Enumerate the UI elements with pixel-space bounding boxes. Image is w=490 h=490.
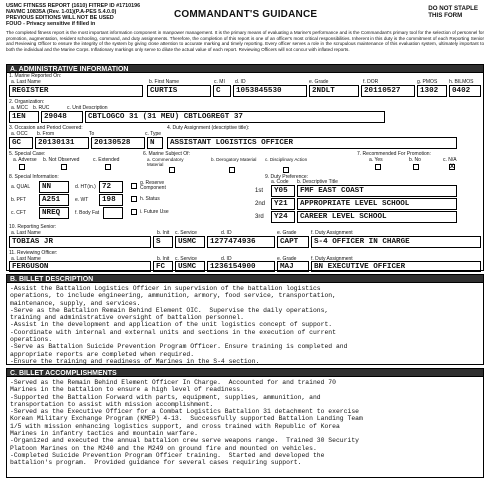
marine-bilmos[interactable]: 0402 (449, 85, 481, 97)
field-label: b. PFT (11, 197, 27, 203)
pref-rank: 2nd (255, 201, 266, 207)
staple-notice (428, 5, 478, 19)
field-label: e. Grade (309, 79, 329, 85)
not-observed-checkbox[interactable] (61, 164, 67, 170)
future-use-checkbox[interactable] (131, 209, 137, 215)
pref-title-2[interactable]: APPROPRIATE LEVEL SCHOOL (297, 198, 457, 210)
field-label: b. First Name (149, 79, 180, 85)
marine-first-name[interactable]: CURTIS (147, 85, 211, 97)
commandants-guidance-text: The completed fitness report is the most important information component in manpower management. It is the primary means of evaluating a Marine's performance and is the Commandant's primary tool for the selection of personnel for promotion, augmentation, resident schooling, command, and duty assignments. Therefore, the completion of this report is one of an officer's most critical responsibilities. Inherent in this duty is the commitment of each Reporting Senior and Reviewing Officer to ensure the integrity of the system by giving close attention to accurate marking and timely reporting. Every officer serves a role in the scrupulous maintenance of this evaluation system, ultimately important to both the individual and the Marine Corps. Inflationary markings only serve to dilute the actual value of each report. Reviewing Officers will not concur with inflated reports. (6, 30, 484, 52)
rs-service[interactable]: USMC (175, 236, 205, 248)
ro-last-name[interactable]: FERGUSON (9, 261, 151, 272)
field-label: i. Future Use (140, 209, 169, 215)
pref-code-3[interactable]: Y24 (271, 211, 295, 223)
field-label: a. Last Name (11, 256, 41, 262)
org-ruc[interactable]: 29048 (41, 111, 83, 123)
field-label: a. MCC (11, 105, 28, 111)
section-b-box (6, 283, 484, 365)
field-label: b. From (37, 131, 55, 137)
derogatory-checkbox[interactable] (229, 167, 235, 173)
marine-id[interactable]: 1053845530 (233, 85, 307, 97)
marine-grade[interactable]: 2NDLT (309, 85, 359, 97)
staple-notice-line: THIS FORM (428, 12, 463, 19)
promote-no-checkbox[interactable] (413, 164, 419, 170)
qual-value[interactable]: NN (39, 181, 69, 193)
field-label: a. Last Name (11, 230, 41, 236)
ro-duty[interactable]: BN EXECUTIVE OFFICER (311, 261, 481, 272)
field-label: 4. Duty Assignment (descriptive title): (167, 125, 250, 131)
org-unit-description[interactable]: CBTLOGCO 31 (31 MEU) CBTLOGREGT 37 (85, 111, 385, 123)
checkbox-label: b. No (409, 157, 421, 163)
reserve-checkbox[interactable] (131, 183, 137, 189)
promote-na-checkbox[interactable]: X (450, 164, 455, 170)
field-label: b. Init (157, 256, 170, 262)
org-mcc[interactable]: 1EN (9, 111, 39, 123)
field-label: 8. Special Information: (9, 174, 59, 180)
field-label: g. PMOS (417, 79, 438, 85)
pref-rank: 1st (255, 188, 264, 194)
promote-yes-checkbox[interactable] (375, 164, 381, 170)
rs-initial[interactable]: S (153, 236, 173, 248)
field-label: d. ID (235, 79, 246, 85)
checkbox-label: c. Disciplinary Action (265, 157, 308, 162)
field-label: To (89, 131, 95, 137)
body-fat-value[interactable] (103, 207, 123, 219)
pref-code-2[interactable]: Y21 (271, 198, 295, 210)
field-label: f. Body Fat (75, 210, 100, 216)
disciplinary-checkbox[interactable] (283, 167, 289, 173)
field-label: c. Unit Description (67, 105, 108, 111)
rs-duty[interactable]: S-4 OFFICER IN CHARGE (311, 236, 481, 248)
form-id-line: NAVMC 10835A (Rev. 1-01)(P.A-PES 5.4.0.0) (6, 9, 117, 15)
section-a-header: A. ADMINISTRATIVE INFORMATION (6, 64, 484, 73)
ro-id[interactable]: 1236154900 (207, 261, 275, 272)
ro-initial[interactable]: FC (153, 261, 173, 272)
field-label: g. Reserve Component (140, 180, 166, 191)
form-id-line: FOUO - Privacy sensitive if filled in (6, 21, 96, 27)
field-label: b. RUC (33, 105, 50, 111)
marine-last-name[interactable]: REGISTER (9, 85, 143, 97)
checkbox-label: a. Commendatory Material (147, 157, 184, 167)
page-title: COMMANDANT'S GUIDANCE (174, 9, 318, 20)
field-label: d. ID (221, 256, 232, 262)
field-label: h. BILMOS (449, 79, 474, 85)
field-label: d. HT(in.) (75, 184, 96, 190)
section-b-header: B. BILLET DESCRIPTION (6, 274, 484, 283)
section-c-header: C. BILLET ACCOMPLISHMENTS (6, 368, 484, 377)
field-label: e. Grade (277, 230, 297, 236)
height-value[interactable]: 72 (99, 181, 123, 193)
field-label: c. MI (214, 79, 225, 85)
extended-checkbox[interactable] (105, 164, 111, 170)
section-c-box (6, 377, 484, 478)
billet-accomplishments-text[interactable]: -Served as the Remain Behind Element Officer In Charge. Accounted for and trained 70 Marines in the battalion to ensure a high level of readiness. -Supported the Battalion Forward with parts, equipment, supplies, ammunition, and transportation to assist with mission accomplishment. -Served as the Executive Officer for a Combat Logistics Battalion 31 detachment to exercise Korean Military Exchange Program (KMEP) 4-13. Successfully supported Battalion Landing Team 1/5 with mission enhancing logistics support, and cross trained with Republic of Korea Marines in infantry tactics and mountain warfare. -Organized and executed the annual battalion crew serve weapons range. Trained 30 Security Platoon Marines on the M240 and the M249 on ground fire and mounted on vehicles. -Completed Suicide Prevention Program Officer training. Started and developed the battalion's program. Provided guidance for several cases requiring support. (10, 379, 363, 467)
period-to[interactable]: 20130528 (91, 137, 145, 149)
field-label: h. Status (140, 196, 160, 202)
field-label: c. CFT (11, 210, 26, 216)
pft-value[interactable]: A251 (39, 194, 69, 206)
field-label: 6. Marine Subject Of: (143, 151, 190, 157)
report-type[interactable]: N (147, 137, 163, 149)
fitness-report-page (6, 2, 484, 488)
section-a-box (6, 73, 484, 271)
period-from[interactable]: 20130131 (35, 137, 89, 149)
field-label: 9. Duty Preference: (265, 174, 309, 180)
checkbox-label: b. Not Observed (43, 157, 80, 163)
field-label: e. Grade (277, 256, 297, 262)
field-label: c. Service (175, 230, 197, 236)
marine-mi[interactable]: C (213, 85, 231, 97)
field-label: d. ID (221, 230, 232, 236)
marine-pmos[interactable]: 1302 (417, 85, 447, 97)
ro-service[interactable]: USMC (175, 261, 205, 272)
field-label: 7. Recommended For Promotion: (357, 151, 431, 157)
adverse-checkbox[interactable] (19, 164, 25, 170)
field-label: b. Descriptive Title (297, 179, 338, 185)
field-label: 10. Reporting Senior: (9, 224, 57, 230)
field-label: a. Last Name (11, 79, 41, 85)
staple-notice-line: DO NOT STAPLE (428, 5, 478, 12)
duty-assignment[interactable]: ASSISTANT LOGISTICS OFFICER (167, 137, 457, 149)
status-checkbox[interactable] (131, 196, 137, 202)
field-label: e. WT (75, 197, 89, 203)
commendatory-checkbox[interactable] (169, 167, 175, 173)
checkbox-label: a. Yes (369, 157, 383, 163)
pref-rank: 3rd (255, 214, 264, 220)
checkbox-label: a. Adverse (13, 157, 37, 163)
form-header (6, 2, 484, 29)
field-label: a. Code (271, 179, 289, 185)
rs-last-name[interactable]: TOBIAS JR (9, 236, 151, 248)
pref-title-3[interactable]: CAREER LEVEL SCHOOL (297, 211, 457, 223)
field-label: 2. Organization: (9, 99, 45, 105)
field-label: c. Type (145, 131, 162, 137)
field-label: f. Duty Assignment (311, 230, 353, 236)
rs-grade[interactable]: CAPT (277, 236, 309, 248)
weight-value[interactable]: 198 (99, 194, 123, 206)
field-label: f. Duty Assignment (311, 256, 353, 262)
occasion-code[interactable]: GC (9, 137, 33, 149)
field-label: a. QUAL (11, 184, 31, 190)
form-id-line: PREVIOUS EDITIONS WILL NOT BE USED (6, 15, 114, 21)
field-label: 1. Marine Reported On: (9, 73, 62, 79)
field-label: f. DOR (363, 79, 379, 85)
field-label: 5. Special Case: (9, 151, 46, 157)
checkbox-label: c. N/A (443, 157, 457, 163)
billet-description-text[interactable]: -Assist the Battalion Logistics Officer in supervision of the battalion logistics operations, to include engineering, ammunition, armory, food service, transportation, maintenance, supply, and services. -Serve as the Battalion Remain Behind Element OIC. Supervise the daily operations, training and administrative oversight of battalion personnel. -Assist in the development and application of the unit logistics concept of support. -Coordinate with internal and external units and sections in the execution of current operations. -Serve as Battalion Suicide Prevention Program Officer. Ensure training is completed and appropriate reports are completed when required. -Ensure the training and readiness of Marines in the S-4 section. (10, 285, 348, 365)
rs-id[interactable]: 1277474936 (207, 236, 275, 248)
checkbox-label: b. Derogatory Material (211, 157, 257, 162)
cft-value[interactable]: NREQ (39, 207, 69, 219)
form-identifier (6, 3, 140, 27)
ro-grade[interactable]: MAJ (277, 261, 309, 272)
marine-dor[interactable]: 20110527 (361, 85, 415, 97)
field-label: b. Init (157, 230, 170, 236)
pref-title-1[interactable]: FMF EAST COAST (297, 185, 457, 197)
field-label: c. Service (175, 256, 197, 262)
checkbox-label: c. Extended (93, 157, 120, 163)
field-label: a. OCC (11, 131, 28, 137)
pref-code-1[interactable]: Y05 (271, 185, 295, 197)
field-label: 3. Occasion and Period Covered: (9, 125, 83, 131)
form-id-line: USMC FITNESS REPORT (1610) FITREP ID #1710196 (6, 3, 141, 9)
field-label: 11. Reviewing Officer: (9, 250, 58, 256)
